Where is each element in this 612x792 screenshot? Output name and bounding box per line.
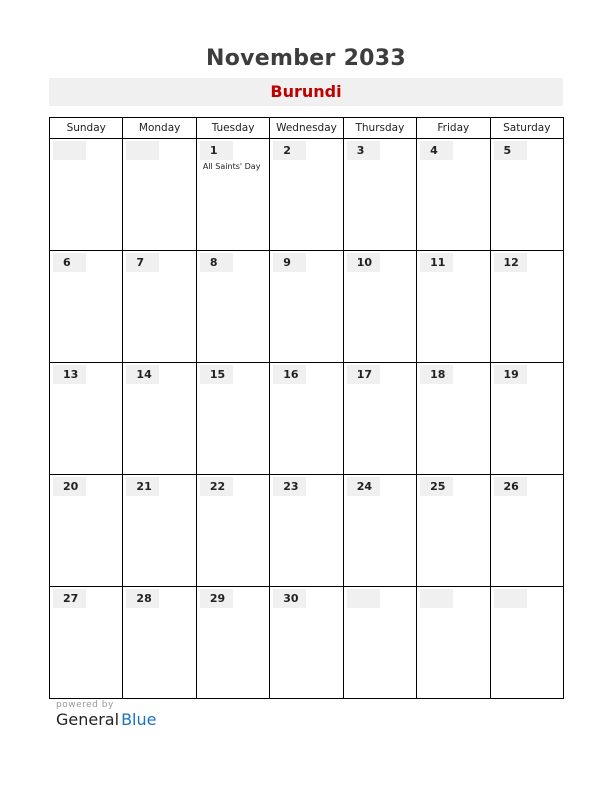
- brand-general: General: [56, 710, 120, 729]
- day-cell[interactable]: [343, 139, 416, 251]
- week-row: [50, 363, 564, 475]
- day-number: [347, 589, 380, 608]
- day-cell[interactable]: [123, 363, 196, 475]
- day-number: 17: [347, 365, 380, 384]
- day-cell[interactable]: [50, 475, 123, 587]
- weekday-header: Wednesday: [270, 118, 343, 139]
- day-cell[interactable]: [490, 139, 563, 251]
- day-number: 14: [126, 365, 159, 384]
- weekday-header: Thursday: [343, 118, 416, 139]
- day-number: [494, 589, 527, 608]
- day-number: 9: [273, 253, 306, 272]
- day-cell[interactable]: [196, 475, 269, 587]
- day-cell[interactable]: [343, 363, 416, 475]
- day-number: 25: [420, 477, 453, 496]
- day-cell[interactable]: [123, 475, 196, 587]
- day-number: 4: [420, 141, 453, 160]
- weekday-header-row: [50, 118, 564, 139]
- day-cell[interactable]: [123, 251, 196, 363]
- weekday-header: Monday: [123, 118, 196, 139]
- holiday-label: All Saints' Day: [202, 162, 261, 171]
- day-number: [53, 141, 86, 160]
- day-number: 13: [53, 365, 86, 384]
- day-number: 11: [420, 253, 453, 272]
- page-title: November 2033: [205, 46, 407, 71]
- day-cell[interactable]: [196, 251, 269, 363]
- day-cell[interactable]: [343, 475, 416, 587]
- day-number: 8: [200, 253, 233, 272]
- day-number: [126, 141, 159, 160]
- day-number: 29: [200, 589, 233, 608]
- day-cell[interactable]: [417, 251, 490, 363]
- day-number: [420, 589, 453, 608]
- country-banner: [49, 78, 563, 106]
- week-row: [50, 475, 564, 587]
- day-cell[interactable]: [196, 139, 269, 251]
- day-number: 28: [126, 589, 159, 608]
- weekday-header: Saturday: [490, 118, 563, 139]
- weekday-header: Friday: [417, 118, 490, 139]
- day-cell[interactable]: [417, 363, 490, 475]
- day-number: 18: [420, 365, 453, 384]
- day-number: 22: [200, 477, 233, 496]
- calendar-grid: [49, 117, 564, 699]
- day-cell[interactable]: [50, 251, 123, 363]
- day-number: 23: [273, 477, 306, 496]
- day-cell[interactable]: [270, 587, 343, 699]
- day-cell[interactable]: [270, 475, 343, 587]
- day-number: 24: [347, 477, 380, 496]
- day-number: 2: [273, 141, 306, 160]
- generalblue-logo[interactable]: [56, 710, 156, 729]
- day-number: 26: [494, 477, 527, 496]
- day-cell[interactable]: [270, 251, 343, 363]
- day-cell[interactable]: [490, 475, 563, 587]
- day-cell[interactable]: [196, 363, 269, 475]
- day-cell[interactable]: [417, 139, 490, 251]
- day-cell[interactable]: [50, 363, 123, 475]
- day-cell[interactable]: [270, 363, 343, 475]
- day-number: 27: [53, 589, 86, 608]
- week-row: [50, 139, 564, 251]
- day-cell[interactable]: [270, 139, 343, 251]
- day-number: 1: [200, 141, 233, 160]
- week-row: [50, 251, 564, 363]
- day-cell[interactable]: [490, 251, 563, 363]
- day-cell[interactable]: [50, 139, 123, 251]
- day-cell[interactable]: [490, 587, 563, 699]
- weekday-header: Tuesday: [196, 118, 269, 139]
- day-cell[interactable]: [123, 139, 196, 251]
- day-cell[interactable]: [343, 251, 416, 363]
- day-number: 5: [494, 141, 527, 160]
- day-cell[interactable]: [343, 587, 416, 699]
- day-cell[interactable]: [50, 587, 123, 699]
- day-number: 7: [126, 253, 159, 272]
- week-row: [50, 587, 564, 699]
- powered-by-label: powered by: [56, 700, 114, 710]
- footer-branding: [56, 700, 156, 729]
- day-cell[interactable]: [196, 587, 269, 699]
- day-number: 6: [53, 253, 86, 272]
- day-number: 12: [494, 253, 527, 272]
- day-number: 19: [494, 365, 527, 384]
- day-number: 16: [273, 365, 306, 384]
- brand-blue: Blue: [121, 710, 157, 729]
- day-cell[interactable]: [417, 587, 490, 699]
- day-number: 3: [347, 141, 380, 160]
- weekday-header: Sunday: [50, 118, 123, 139]
- day-cell[interactable]: [417, 475, 490, 587]
- day-number: 10: [347, 253, 380, 272]
- day-number: 21: [126, 477, 159, 496]
- day-number: 20: [53, 477, 86, 496]
- country-name: Burundi: [270, 82, 342, 101]
- day-number: 15: [200, 365, 233, 384]
- day-cell[interactable]: [490, 363, 563, 475]
- day-number: 30: [273, 589, 306, 608]
- day-cell[interactable]: [123, 587, 196, 699]
